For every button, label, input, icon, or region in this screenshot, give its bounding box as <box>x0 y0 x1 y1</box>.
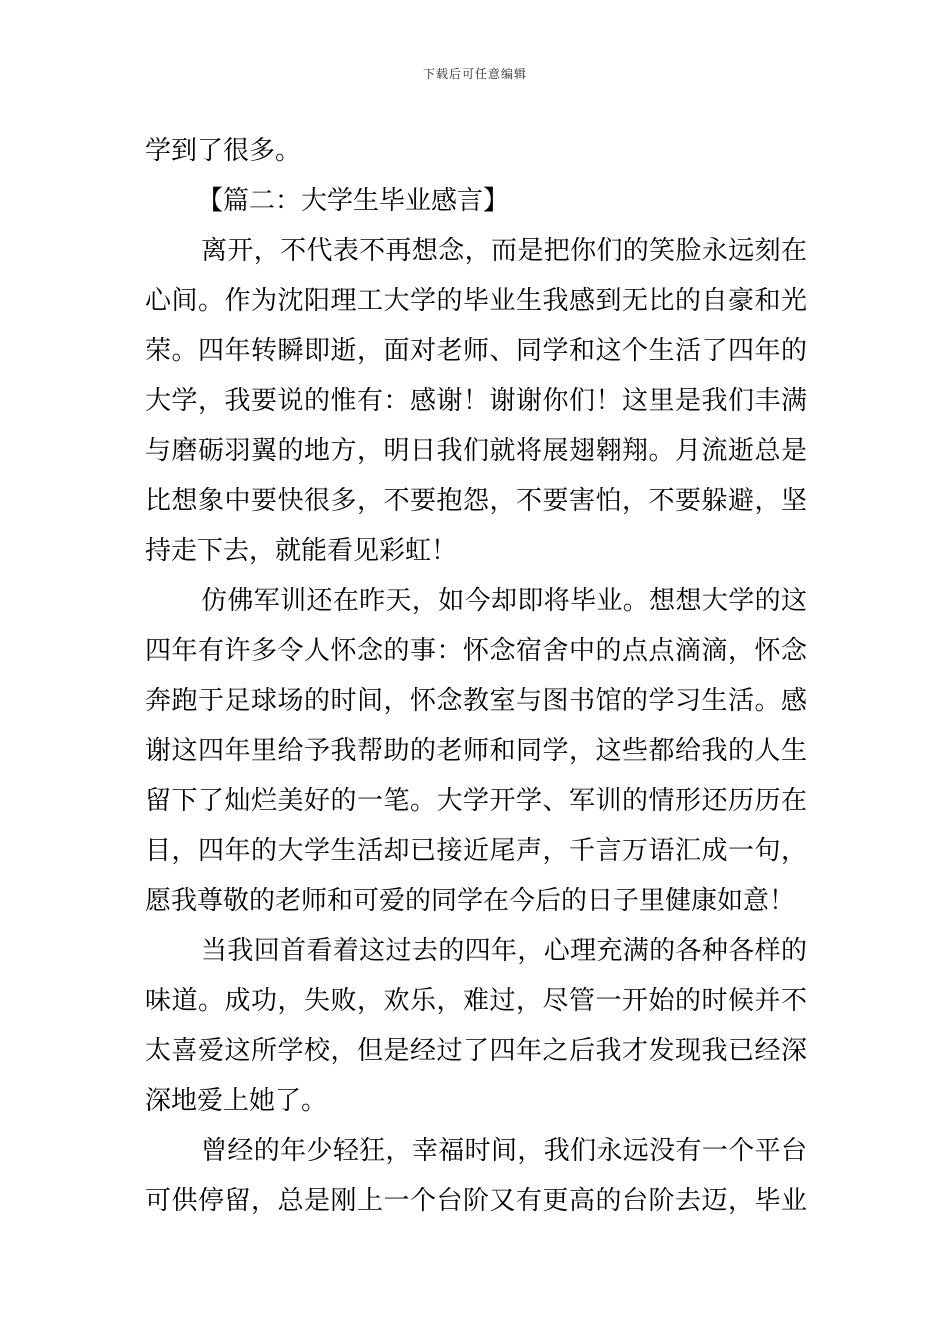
text-line: 可供停留，总是刚上一个台阶又有更高的台阶去迈，毕业 <box>145 1186 807 1216</box>
text-line: 味道。成功，失败，欢乐，难过，尽管一开始的时候并不 <box>145 986 807 1016</box>
text-line: 留下了灿烂美好的一笔。大学开学、军训的情形还历历在 <box>145 786 807 816</box>
paragraph-first-line: 离开，不代表不再想念，而是把你们的笑脸永远刻在 <box>201 236 807 266</box>
text-line: 太喜爱这所学校，但是经过了四年之后我才发现我已经深 <box>145 1036 807 1066</box>
text-line: 持走下去，就能看见彩虹！ <box>145 536 458 566</box>
text-line: 比想象中要快很多，不要抱怨，不要害怕，不要躲避，坚 <box>145 486 807 516</box>
document-body <box>145 126 807 1226</box>
text-line: 奔跑于足球场的时间，怀念教室与图书馆的学习生活。感 <box>145 686 807 716</box>
text-line: 学到了很多。 <box>145 136 302 166</box>
text-line: 四年有许多令人怀念的事：怀念宿舍中的点点滴滴，怀念 <box>145 636 807 666</box>
text-line: 愿我尊敬的老师和可爱的同学在今后的日子里健康如意！ <box>145 886 796 916</box>
paragraph-first-line: 当我回首看着这过去的四年，心理充满的各种各样的 <box>201 936 807 966</box>
section-heading: 【篇二：大学生毕业感言】 <box>197 186 510 216</box>
text-line: 谢这四年里给予我帮助的老师和同学，这些都给我的人生 <box>145 736 807 766</box>
paragraph-first-line: 仿佛军训还在昨天，如今却即将毕业。想想大学的这 <box>201 586 807 616</box>
text-line: 荣。四年转瞬即逝，面对老师、同学和这个生活了四年的 <box>145 336 807 366</box>
paragraph-first-line: 曾经的年少轻狂，幸福时间，我们永远没有一个平台 <box>201 1136 807 1166</box>
text-line: 深地爱上她了。 <box>145 1086 328 1116</box>
text-line: 目，四年的大学生活却已接近尾声，千言万语汇成一句， <box>145 836 807 866</box>
text-line: 大学，我要说的惟有：感谢！谢谢你们！这里是我们丰满 <box>145 386 807 416</box>
text-line: 心间。作为沈阳理工大学的毕业生我感到无比的自豪和光 <box>145 286 807 316</box>
page-header: 下载后可任意编辑 <box>422 67 527 81</box>
text-line: 与磨砺羽翼的地方，明日我们就将展翅翱翔。月流逝总是 <box>145 436 807 466</box>
